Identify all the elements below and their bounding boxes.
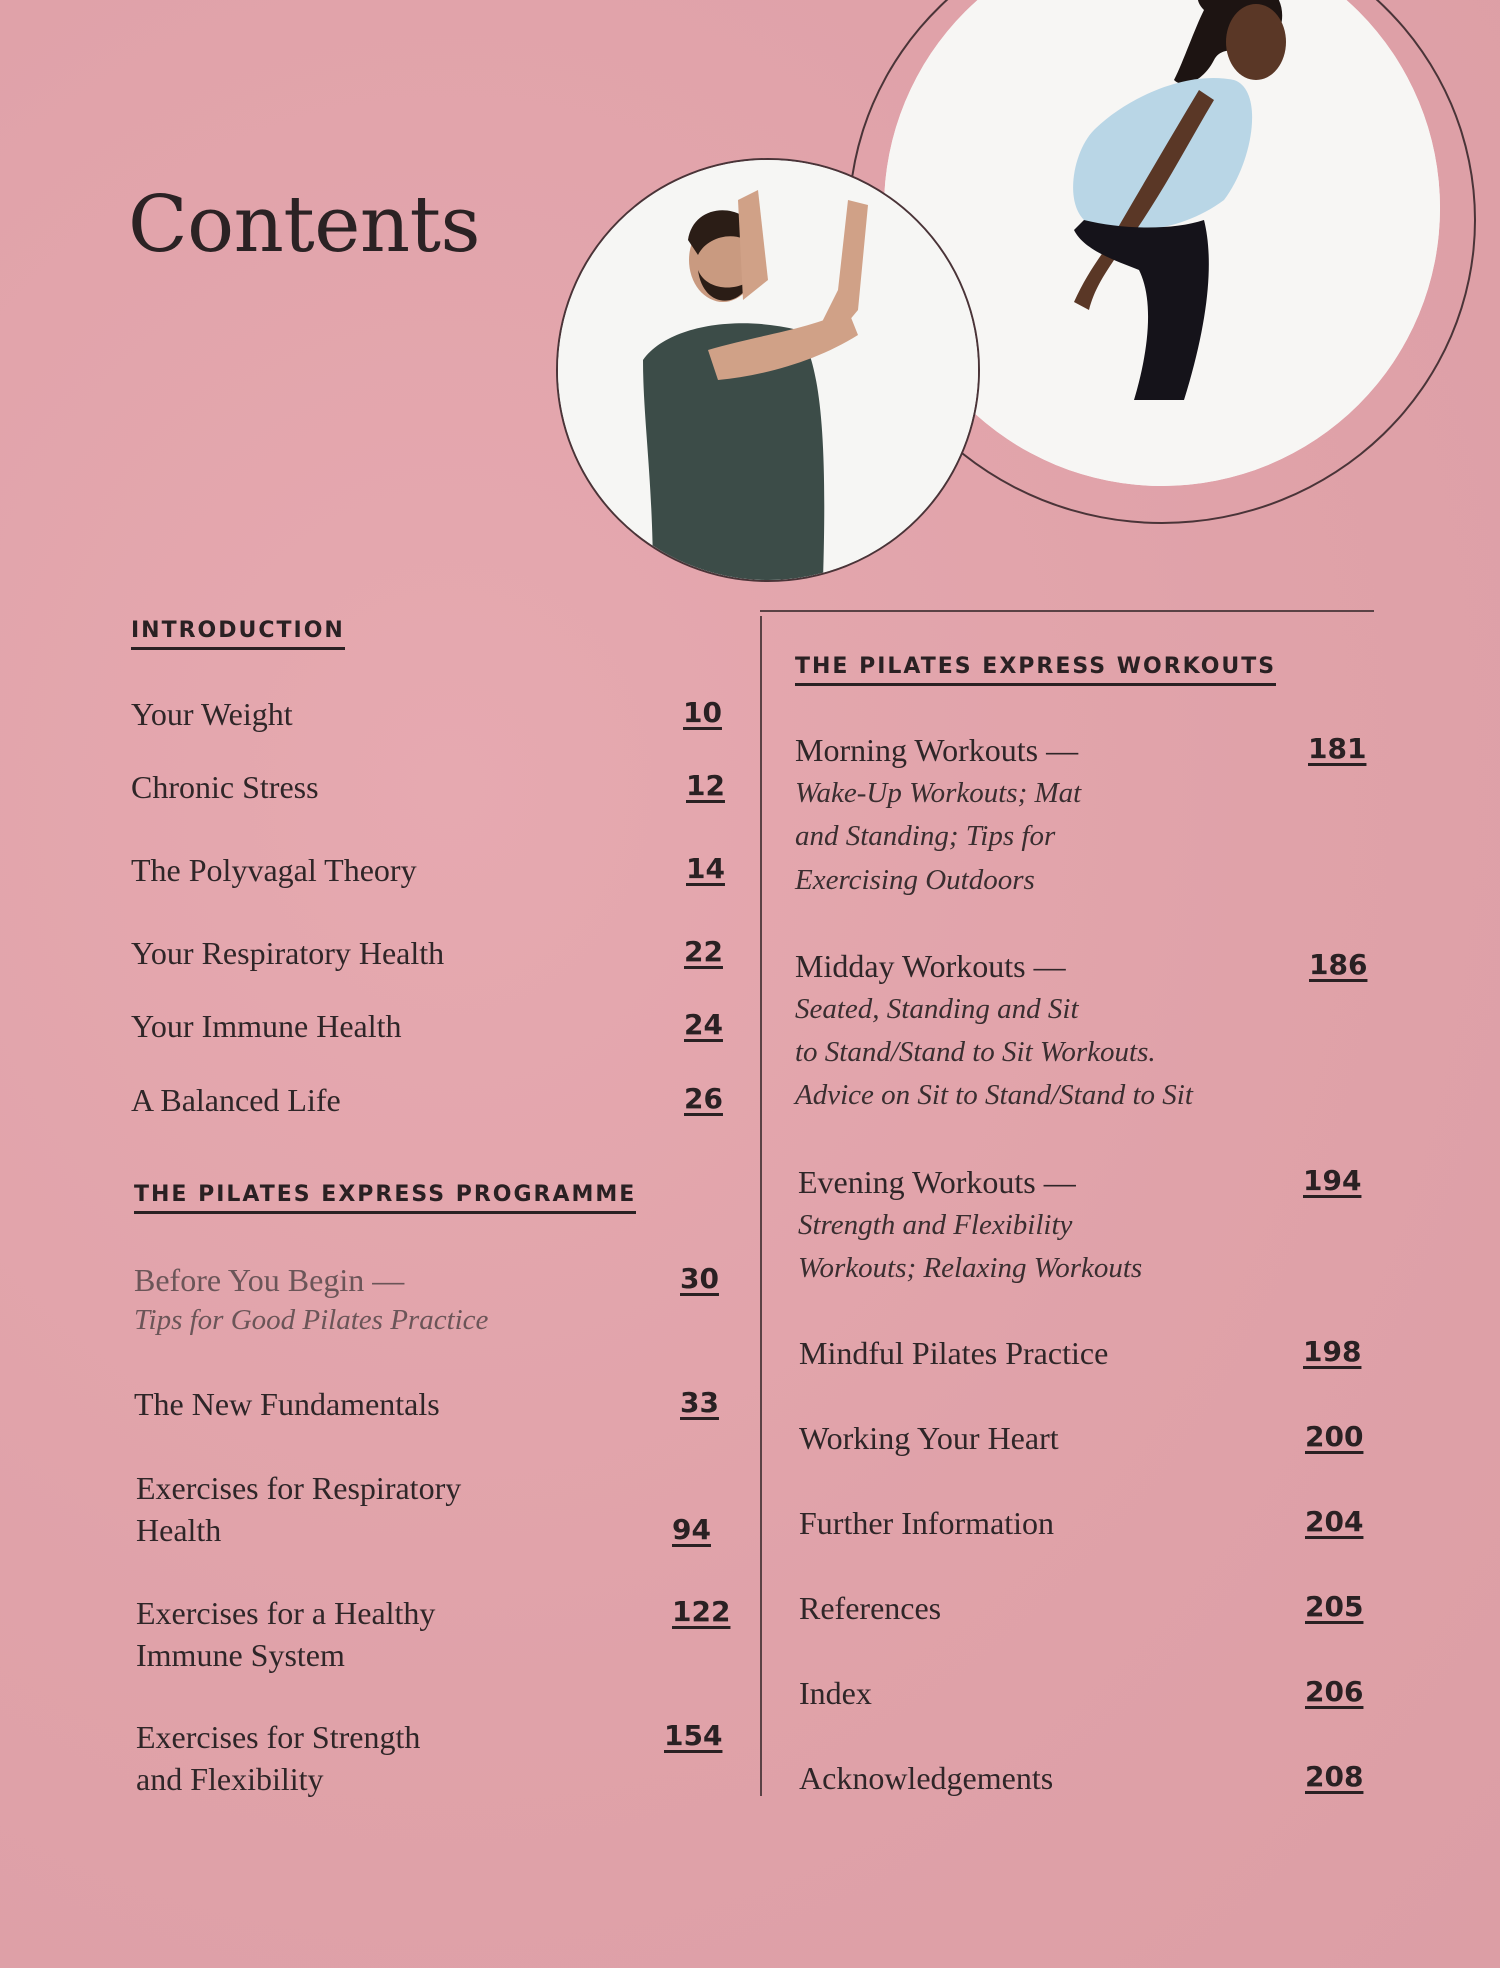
toc-entry-midday-sub-1: Seated, Standing and Sit	[795, 993, 1079, 1025]
toc-entry-acknowledgements[interactable]: Acknowledgements	[799, 1760, 1054, 1796]
page-number-122[interactable]: 122	[672, 1595, 731, 1628]
section-heading-workouts: THE PILATES EXPRESS WORKOUTS	[795, 654, 1276, 686]
page-number-206[interactable]: 206	[1305, 1675, 1364, 1708]
toc-entry-morning-sub-1: Wake-Up Workouts; Mat	[795, 777, 1082, 809]
toc-entry-mindful-pilates[interactable]: Mindful Pilates Practice	[799, 1335, 1109, 1371]
toc-entry-exercises-respiratory-line2[interactable]: Health	[136, 1512, 222, 1548]
toc-entry-references[interactable]: References	[799, 1590, 942, 1626]
page-title: Contents	[128, 180, 480, 270]
toc-entry-immune-health[interactable]: Your Immune Health	[131, 1008, 402, 1044]
section-heading-programme: THE PILATES EXPRESS PROGRAMME	[134, 1182, 636, 1214]
page-number-26[interactable]: 26	[684, 1082, 723, 1115]
toc-entry-midday-sub-2: to Stand/Stand to Sit Workouts.	[795, 1036, 1156, 1068]
toc-entry-working-your-heart[interactable]: Working Your Heart	[799, 1420, 1059, 1456]
toc-entry-exercises-immune[interactable]: Exercises for a Healthy	[136, 1595, 436, 1631]
page-number-154[interactable]: 154	[664, 1719, 723, 1752]
page-number-94[interactable]: 94	[672, 1513, 711, 1546]
toc-entry-exercises-strength[interactable]: Exercises for Strength	[136, 1719, 421, 1755]
toc-entry-morning-workouts[interactable]: Morning Workouts —	[795, 732, 1079, 768]
toc-entry-exercises-strength-line2[interactable]: and Flexibility	[136, 1761, 324, 1797]
toc-entry-before-you-begin-sub: Tips for Good Pilates Practice	[134, 1304, 489, 1336]
toc-entry-midday-sub-3: Advice on Sit to Stand/Stand to Sit	[795, 1079, 1193, 1111]
toc-entry-midday-workouts[interactable]: Midday Workouts —	[795, 948, 1066, 984]
section-heading-introduction: INTRODUCTION	[131, 618, 345, 650]
toc-entry-index[interactable]: Index	[799, 1675, 872, 1711]
page-number-208[interactable]: 208	[1305, 1760, 1364, 1793]
toc-entry-further-information[interactable]: Further Information	[799, 1505, 1055, 1541]
toc-entry-evening-workouts[interactable]: Evening Workouts —	[798, 1164, 1076, 1200]
toc-entry-morning-sub-3: Exercising Outdoors	[795, 864, 1035, 896]
toc-entry-chronic-stress[interactable]: Chronic Stress	[131, 769, 319, 805]
page-number-33[interactable]: 33	[680, 1386, 719, 1419]
toc-entry-morning-sub-2: and Standing; Tips for	[795, 820, 1056, 852]
column-top-rule	[760, 610, 1374, 612]
page-number-14[interactable]: 14	[686, 852, 725, 885]
man-arms-raised-photo	[556, 158, 980, 582]
page-number-10[interactable]: 10	[683, 696, 722, 729]
toc-entry-balanced-life[interactable]: A Balanced Life	[131, 1082, 341, 1118]
toc-entry-your-weight[interactable]: Your Weight	[131, 696, 293, 732]
page-number-24[interactable]: 24	[684, 1008, 723, 1041]
page-number-30[interactable]: 30	[680, 1262, 719, 1295]
page-number-186[interactable]: 186	[1309, 948, 1368, 981]
page-number-181[interactable]: 181	[1308, 732, 1367, 765]
column-divider	[760, 616, 762, 1796]
page-number-12[interactable]: 12	[686, 769, 725, 802]
page-number-198[interactable]: 198	[1303, 1335, 1362, 1368]
page-number-205[interactable]: 205	[1305, 1590, 1364, 1623]
toc-entry-exercises-respiratory[interactable]: Exercises for Respiratory	[136, 1470, 462, 1506]
page-number-204[interactable]: 204	[1305, 1505, 1364, 1538]
toc-entry-evening-sub-1: Strength and Flexibility	[798, 1209, 1073, 1241]
page-number-194[interactable]: 194	[1303, 1164, 1362, 1197]
toc-entry-polyvagal-theory[interactable]: The Polyvagal Theory	[131, 852, 417, 888]
toc-entry-before-you-begin[interactable]: Before You Begin —	[134, 1262, 405, 1298]
toc-entry-respiratory-health[interactable]: Your Respiratory Health	[131, 935, 445, 971]
toc-entry-new-fundamentals[interactable]: The New Fundamentals	[134, 1386, 440, 1422]
page-number-22[interactable]: 22	[684, 935, 723, 968]
toc-entry-exercises-immune-line2[interactable]: Immune System	[136, 1637, 345, 1673]
toc-entry-evening-sub-2: Workouts; Relaxing Workouts	[798, 1252, 1143, 1284]
page-number-200[interactable]: 200	[1305, 1420, 1364, 1453]
